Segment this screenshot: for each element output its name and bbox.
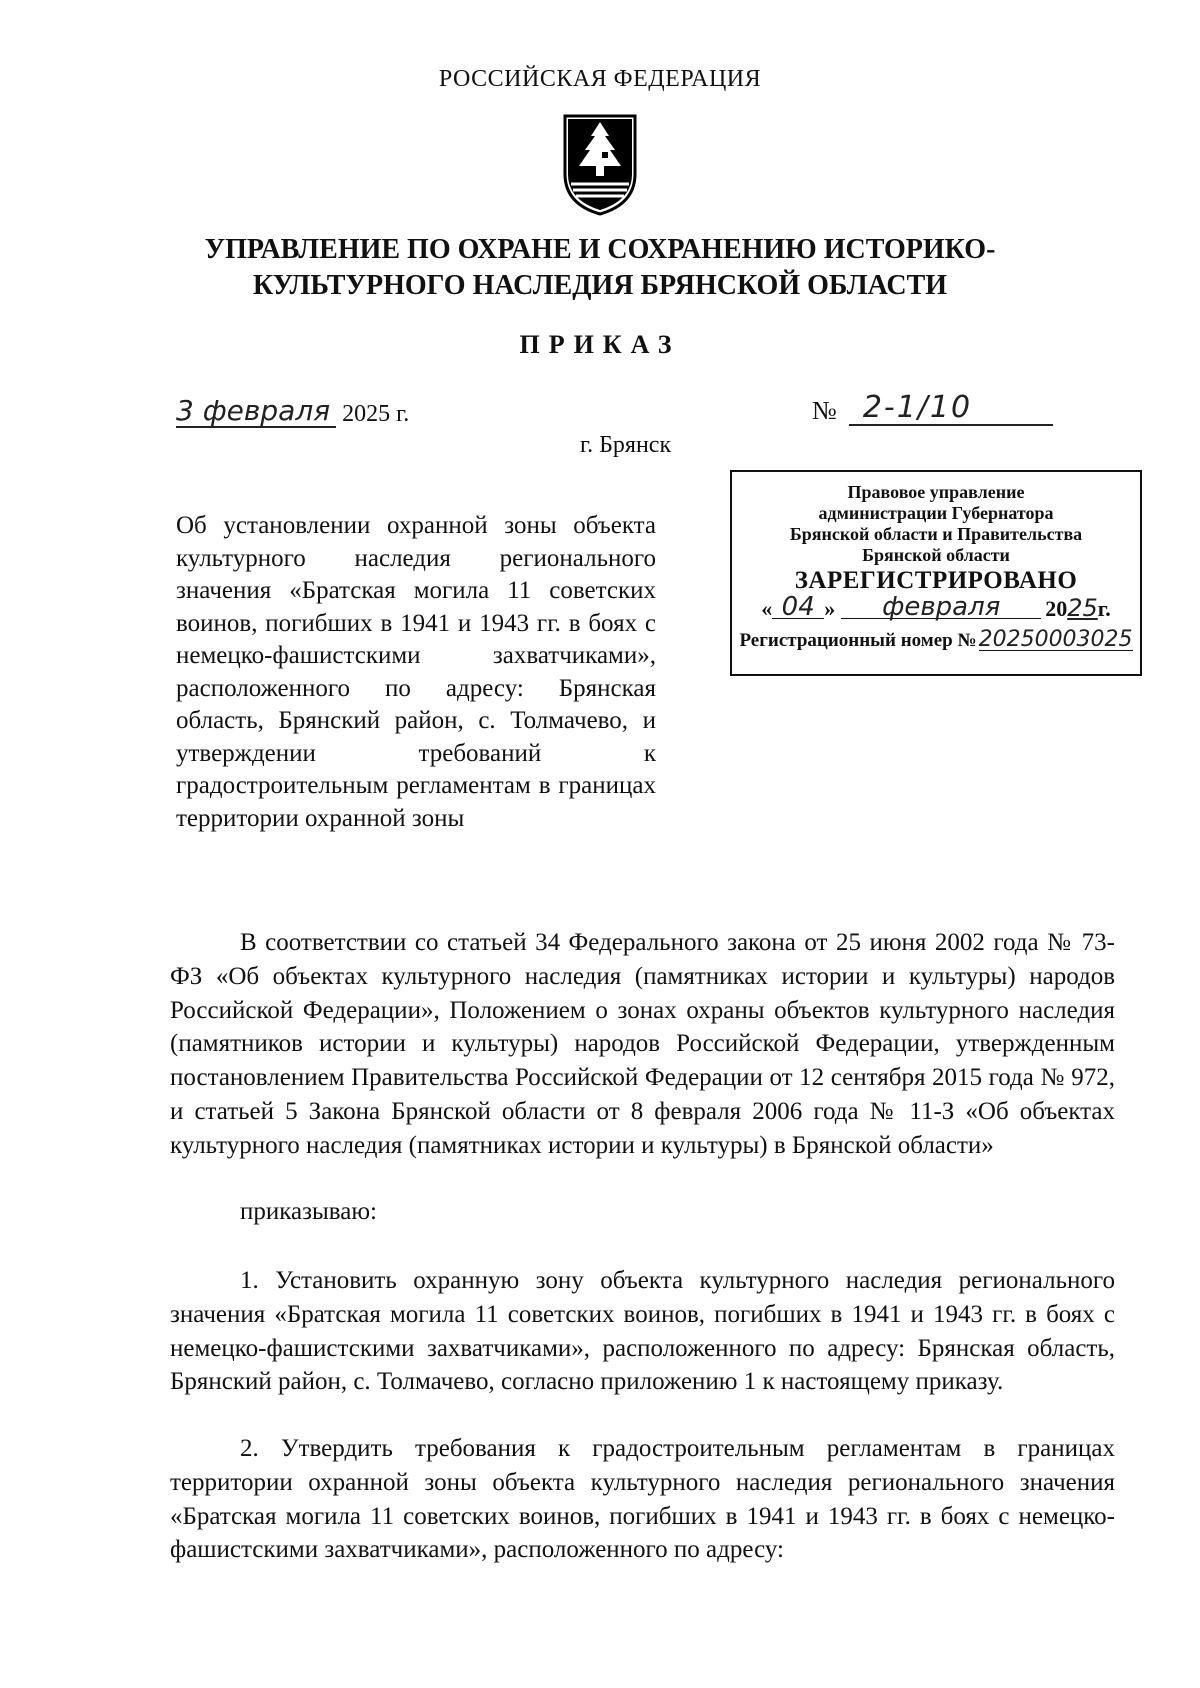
coat-of-arms-icon bbox=[561, 112, 639, 218]
stamp-line-3: Брянской области и Правительства bbox=[789, 524, 1083, 544]
department-line-2: КУЛЬТУРНОГО НАСЛЕДИЯ БРЯНСКОЙ ОБЛАСТИ bbox=[252, 270, 948, 301]
stamp-date bbox=[732, 592, 1140, 622]
order-word: приказываю: bbox=[240, 1198, 377, 1225]
registration-stamp bbox=[730, 470, 1142, 676]
stamp-day: 04 bbox=[772, 597, 824, 619]
order-number bbox=[812, 392, 1053, 426]
order-subject: Об установлении охранной зоны объекта культурного наследия регионального значения «Братская могила 11 советских воинов, погибших в 1941 и 1943 гг. в боях с немецко-фашистскими захватчиками», расположенного по адресу: Брянская область, Брянский район, с. Толмачево, и утверждении требований к градостроительным регламентам в границах территории охранной зоны bbox=[176, 512, 656, 832]
order-number-label: № bbox=[812, 396, 837, 425]
stamp-year-suffix: г. bbox=[1097, 596, 1111, 621]
stamp-registered: ЗАРЕГИСТРИРОВАНО bbox=[794, 567, 1078, 594]
preamble-paragraph: В соответствии со статьей 34 Федерального закона от 25 июня 2002 года № 73-ФЗ «Об объектах культурного наследия (памятниках истории и культуры) народов Российской Федерации», Положением о зонах охраны объектов культурного наследия (памятников истории и культуры) народов Российской Федерации, утвержденным постановлением Правительства Российской Федерации от 12 сентября 2015 года № 972, и статьей 5 Закона Брянской области от 8 февраля 2006 года № 11-З «Об объектах культурного наследия (памятниках истории и культуры) в Брянской области» bbox=[170, 929, 1115, 1159]
department-line-1: УПРАВЛЕНИЕ ПО ОХРАНЕ И СОХРАНЕНИЮ ИСТОРИКО- bbox=[204, 234, 996, 265]
order-date-year: 2025 г. bbox=[342, 401, 410, 427]
stamp-line-4: Брянской области bbox=[862, 545, 1010, 565]
stamp-quote-open: « bbox=[761, 596, 773, 621]
country-name: РОССИЙСКАЯ ФЕДЕРАЦИЯ bbox=[438, 66, 762, 92]
stamp-month: февраля bbox=[841, 597, 1041, 619]
stamp-year-handwritten: 25 bbox=[1067, 594, 1098, 622]
stamp-reg-label: Регистрационный номер № bbox=[739, 630, 977, 651]
department-name bbox=[0, 232, 1200, 304]
order-item-1: 1. Установить охранную зону объекта культурного наследия регионального значения «Братская могила 11 советских воинов, погибших в 1941 и 1943 гг. в боях с немецко-фашистскими захватчиками», расположенного по адресу: Брянская область, Брянский район, с. Толмачево, согласно приложению 1 к настоящему приказу. bbox=[170, 1267, 1115, 1396]
order-date bbox=[176, 396, 409, 428]
stamp-reg-number: 20250003025 bbox=[978, 627, 1133, 652]
stamp-line-2: администрации Губернатора bbox=[818, 503, 1054, 523]
stamp-quote-close: » bbox=[824, 596, 836, 621]
stamp-registration-number bbox=[732, 629, 1140, 651]
city: г. Брянск bbox=[580, 432, 672, 458]
order-date-handwritten: 3 февраля bbox=[176, 396, 336, 428]
order-number-handwritten: 2-1/10 bbox=[849, 392, 1053, 426]
stamp-year bbox=[1045, 594, 1111, 622]
document-type: ПРИКАЗ bbox=[519, 330, 681, 359]
stamp-line-1: Правовое управление bbox=[847, 482, 1025, 502]
order-item-2: 2. Утвердить требования к градостроительным регламентам в границах территории охранной зоны объекта культурного наследия регионального значения «Братская могила 11 советских воинов, погибших в 1941 и 1943 гг. в боях с немецко-фашистскими захватчиками», расположенного по адресу: bbox=[170, 1435, 1115, 1564]
stamp-year-prefix: 20 bbox=[1045, 596, 1068, 621]
